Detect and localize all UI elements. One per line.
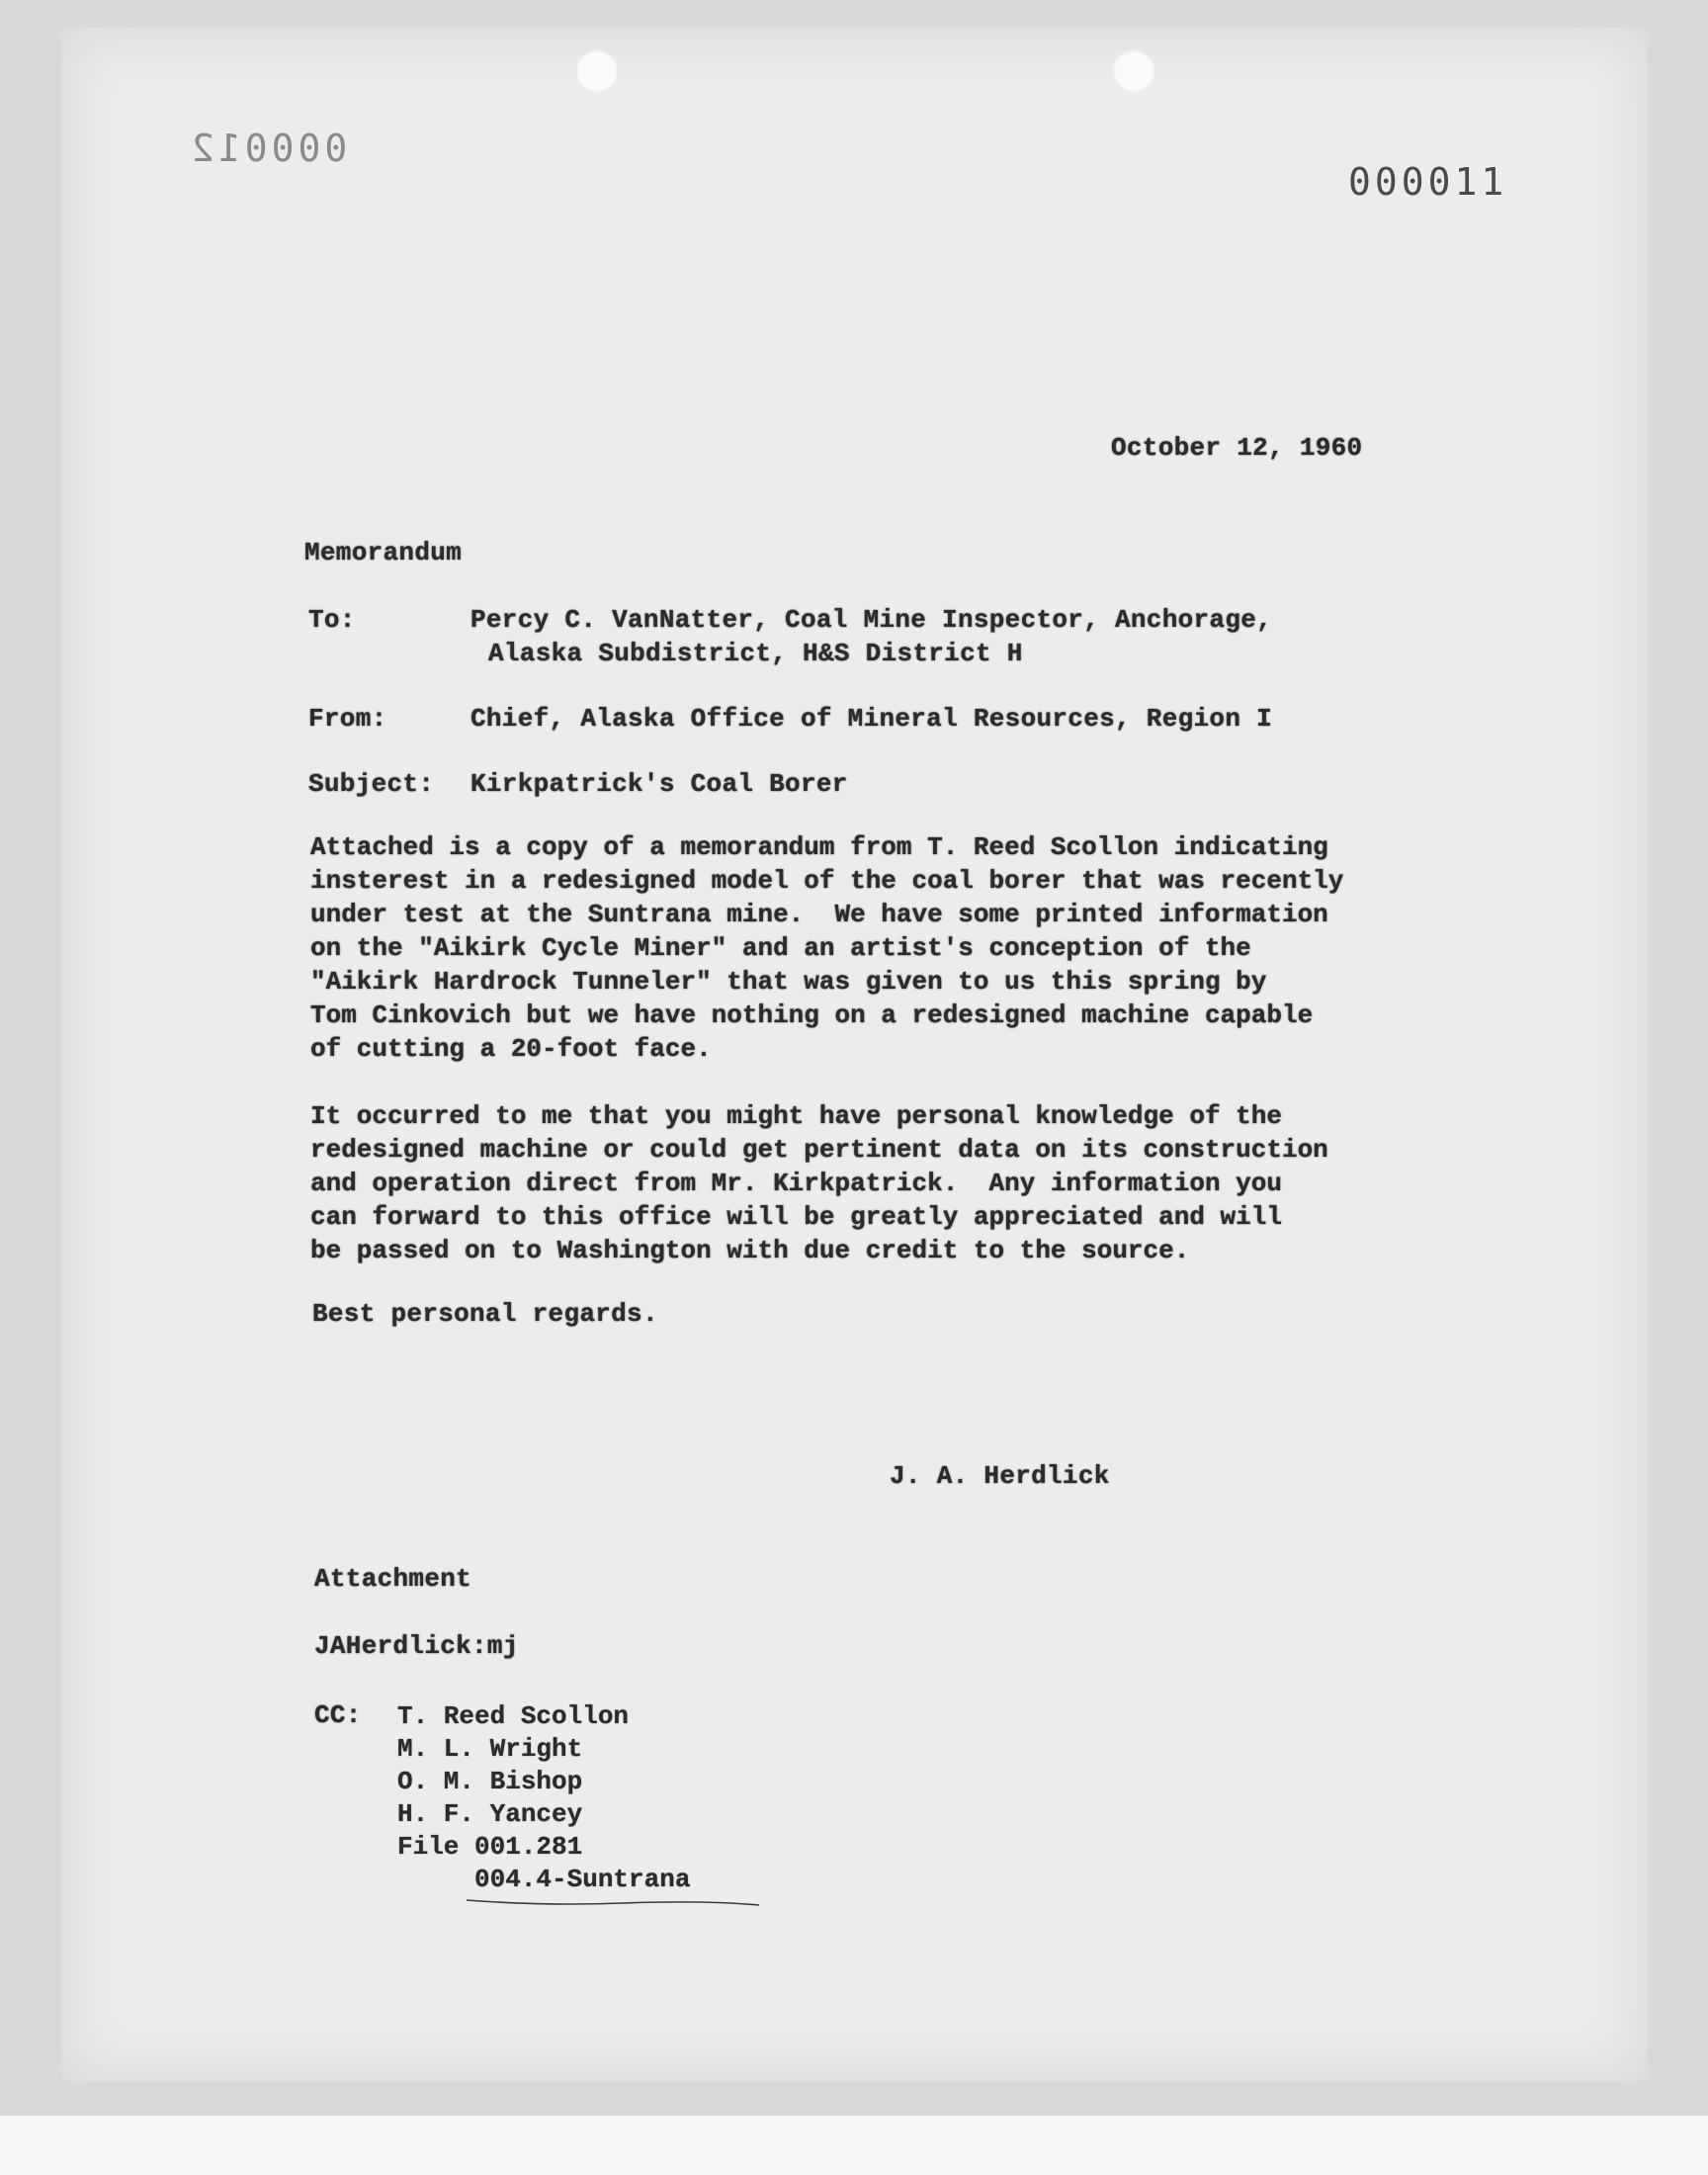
memo-heading: Memorandum (304, 538, 463, 567)
closing-line: Best personal regards. (312, 1299, 658, 1329)
body-paragraph-2: It occurred to me that you might have personal knowledge of the redesigned machine or could get pertinent data on its construction and operation direct from Mr. Kirkpatrick. Any information you can forward to this office will be greatly appreciated and will be passed on to Washington with due credit to the source. (310, 1101, 1328, 1265)
to-line-2: Alaska Subdistrict, H&S District H (488, 639, 1023, 668)
scan-margin (0, 2116, 1708, 2175)
to-label: To: (308, 605, 356, 635)
attachment-note: Attachment (314, 1564, 472, 1594)
subject-value: Kirkpatrick's Coal Borer (470, 769, 848, 799)
cc-recipient: 004.4-Suntrana (397, 1865, 691, 1894)
cc-recipient: H. F. Yancey (397, 1799, 583, 1829)
cc-recipient-list (397, 1700, 690, 1896)
memo-date: October 12, 1960 (1111, 433, 1363, 463)
cc-recipient: O. M. Bishop (397, 1767, 583, 1796)
punch-hole (1112, 49, 1155, 93)
page-stamp-number: 000011 (1348, 160, 1508, 204)
mirrored-stamp-number: 000012 (188, 127, 348, 170)
from-value: Chief, Alaska Office of Mineral Resources, Region I (470, 704, 1273, 734)
signature-name: J. A. Herdlick (890, 1461, 1110, 1491)
cc-recipient: File 001.281 (397, 1832, 583, 1862)
typist-initials: JAHerdlick:mj (314, 1631, 519, 1661)
cc-label: CC: (314, 1700, 362, 1730)
body-paragraph-1: Attached is a copy of a memorandum from T. Reed Scollon indicating insterest in a redesigned model of the coal borer that was recently under test at the Suntrana mine. We have some printed information on the "Aikirk Cycle Miner" and an artist's conception of the "Aikirk Hardrock Tunneler" that was given to us this spring by Tom Cinkovich but we have nothing on a redesigned machine capable of cutting a 20-foot face. (310, 832, 1344, 1064)
punch-hole (575, 49, 619, 93)
subject-label: Subject: (308, 769, 435, 799)
handwritten-underline (465, 1894, 761, 1908)
to-line-1: Percy C. VanNatter, Coal Mine Inspector, Anchorage, (470, 605, 1273, 635)
cc-recipient: M. L. Wright (397, 1734, 583, 1764)
from-label: From: (308, 704, 387, 734)
cc-recipient: T. Reed Scollon (397, 1701, 630, 1731)
